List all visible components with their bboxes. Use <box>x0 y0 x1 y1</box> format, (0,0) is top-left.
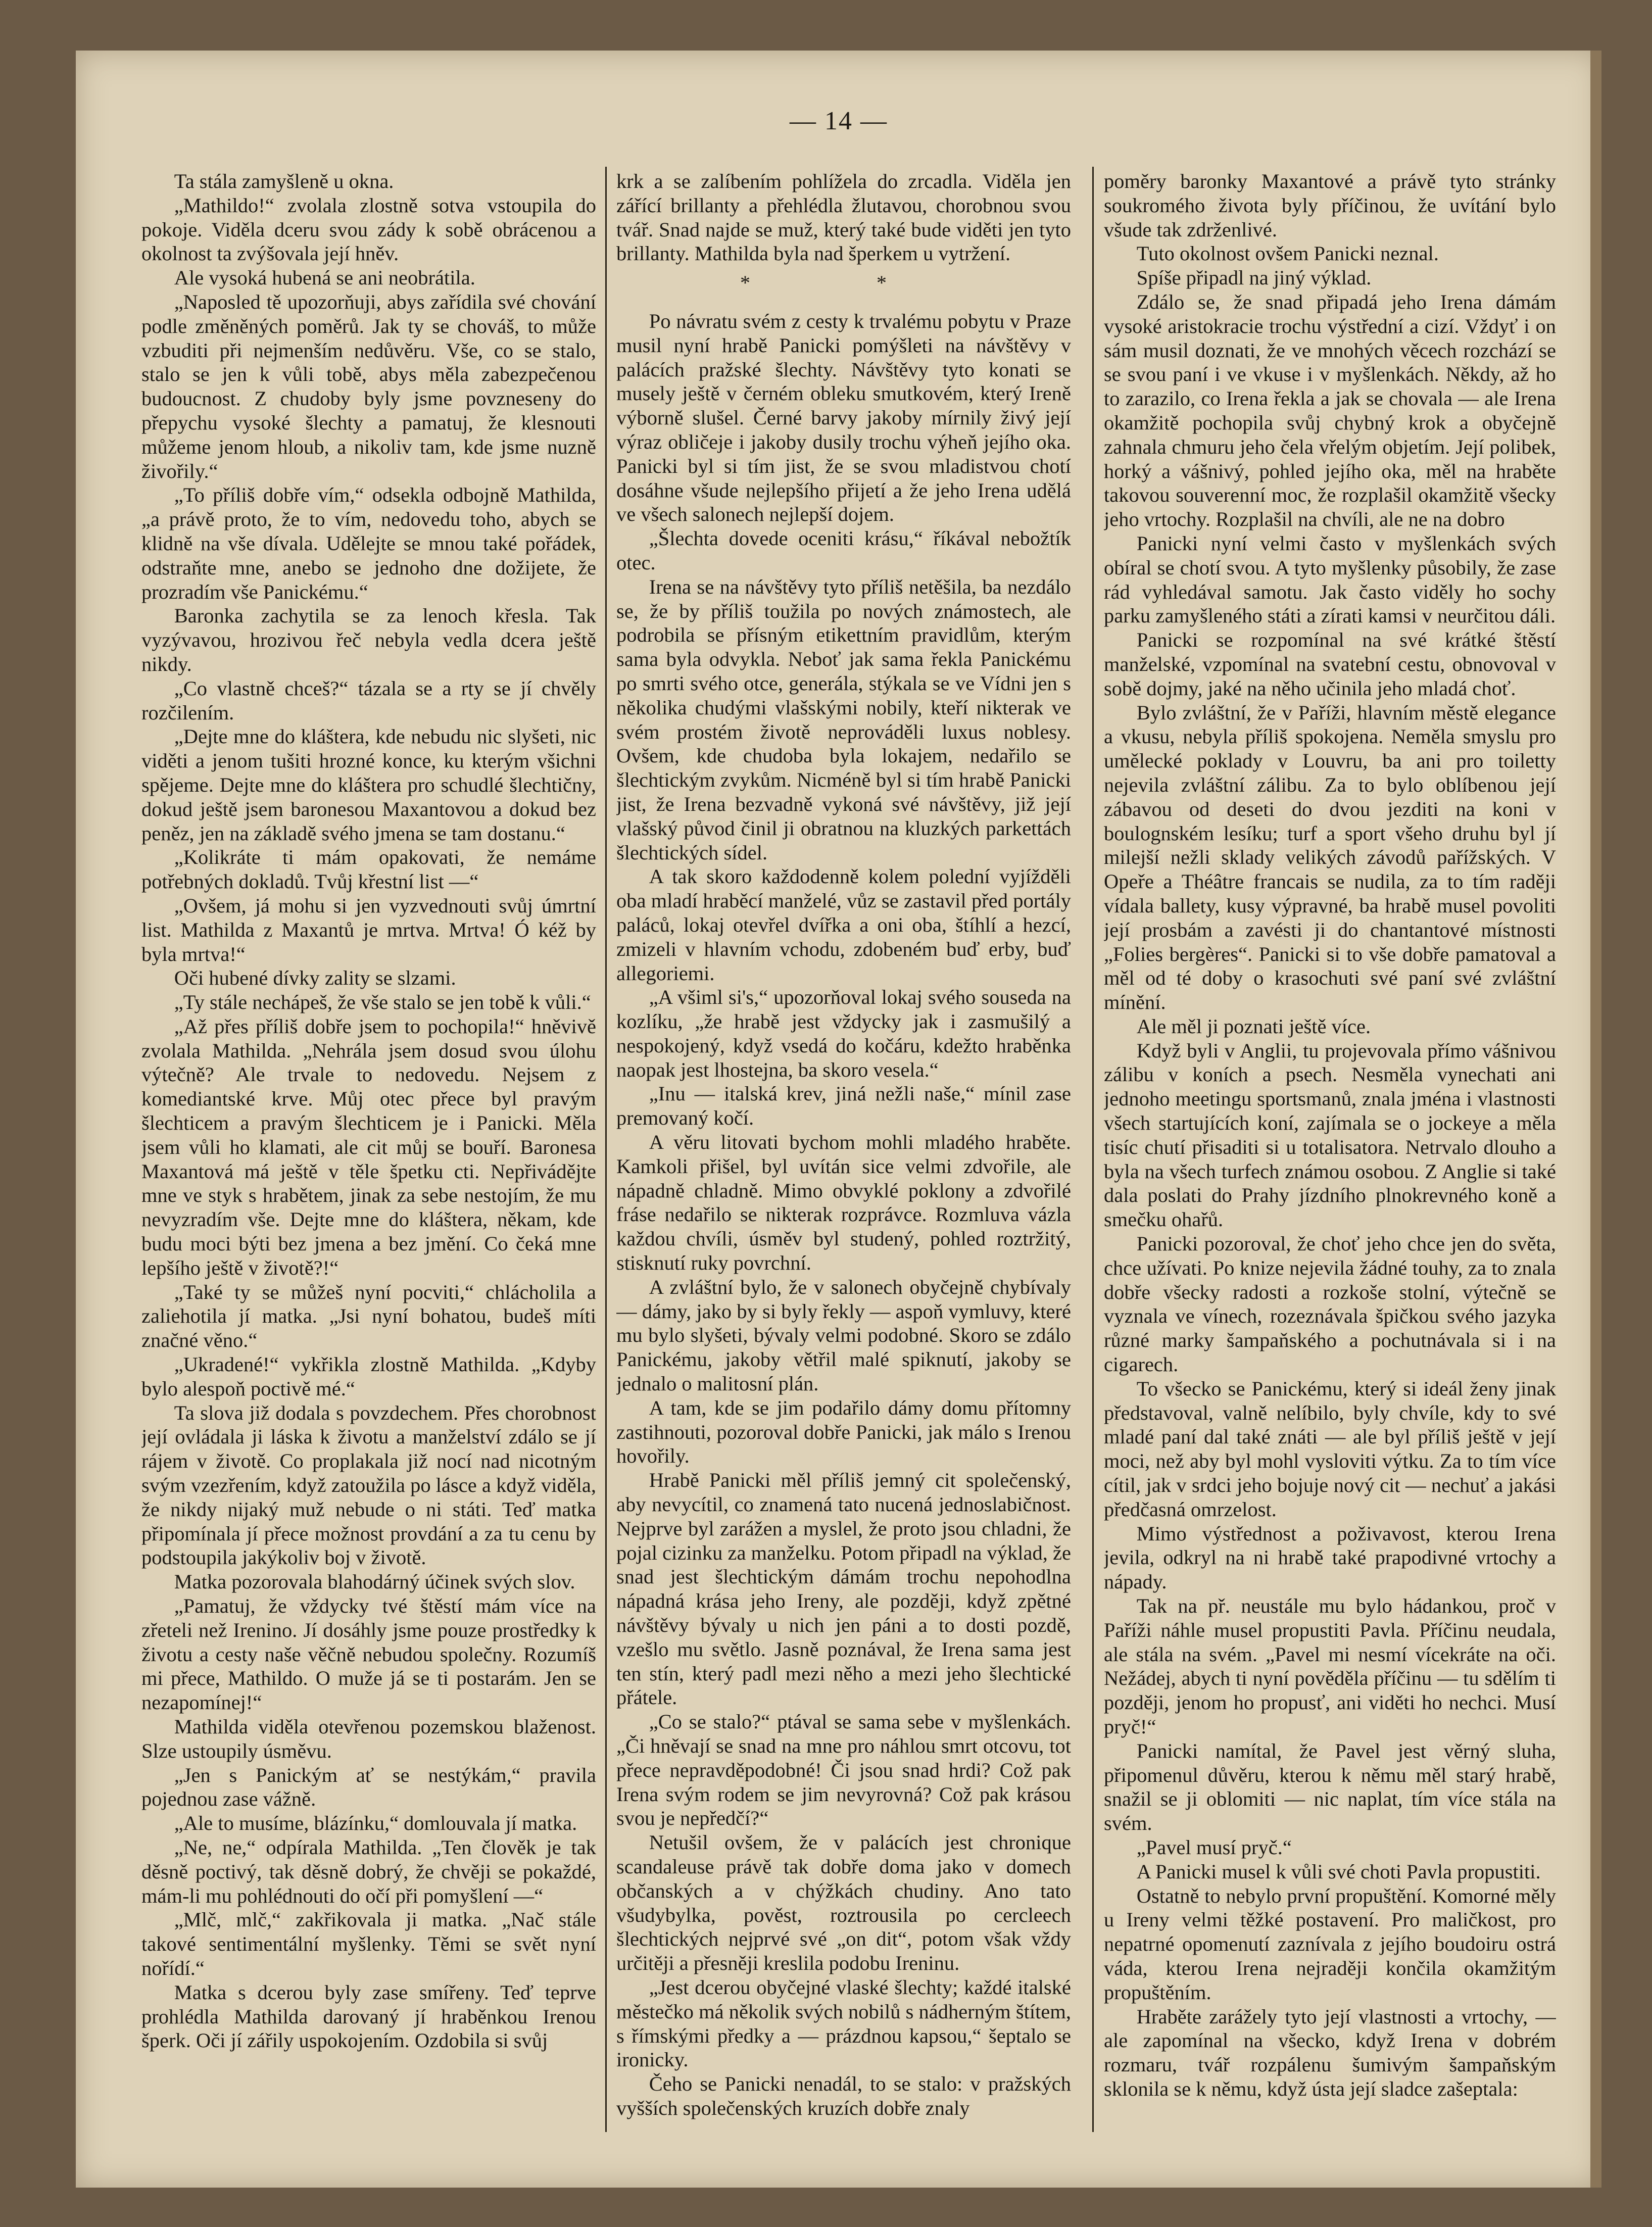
paragraph: „Šlechta dovede oceniti krásu,“ říkával nebožtík otec. <box>616 527 1071 574</box>
paragraph: „Co vlastně chceš?“ tázala se a rty se jí chvěly rozčilením. <box>141 676 596 724</box>
paragraph: poměry baronky Maxantové a právě tyto stránky soukromého života byly příčinou, že uvítání bylo všude tak zdrženlivé. <box>1104 170 1556 241</box>
paragraph: „Dejte mne do kláštera, kde nebudu nic slyšeti, nic viděti a jenom tušiti hrozné konce, ku kterým všichni spějeme. Dejte mne do kláštera pro schudlé šlechtičny, dokud ještě jsem baronesou Maxantovou a dokud bez peněz, jen na základě svého jmena se tam dostanu.“ <box>141 725 596 845</box>
paragraph: „Ne, ne,“ odpírala Mathilda. „Ten člověk je tak děsně poctivý, tak děsně dobrý, že chvěji se pokaždé, mám-li mu pohlédnouti do očí při pomyšlení —“ <box>141 1835 596 1907</box>
paragraph: Matka pozorovala blahodárný účinek svých slov. <box>174 1570 575 1593</box>
paragraph: Panicki namítal, že Pavel jest věrný sluha, připomenul důvěru, kterou k němu měl starý hrabě, snažil se ji oblomiti — nic naplat, tím více stála na svém. <box>1104 1739 1556 1835</box>
paragraph: Hrabě Panicki měl příliš jemný cit společenský, aby nevycítil, co znamená tato nucená jednoslabičnost. Nejprve byl zarážen a myslel, že proto jsou chladni, že pojal cizinku za manželku. Potom připadl na výklad, že snad jest šlechtickým dámám trochu nepohodlna nápadná krása jeho Ireny, ale později, když zpětné návštěvy bývaly u nich jen páni a to dosti pozdě, vzešlo mu světlo. Jasně poznával, že Irena sama jest ten stín, který padl mezi něho a mezi jeho šlechtické přátele. <box>616 1469 1071 1709</box>
text-column-3 <box>1104 169 1556 2140</box>
text-column-2 <box>616 169 1071 2140</box>
paragraph: Baronka zachytila se za lenoch křesla. Tak vyzývavou, hrozivou řeč nebyla vedla dcera ještě nikdy. <box>141 604 596 675</box>
paragraph: „Pavel musí pryč.“ <box>1136 1835 1292 1859</box>
paragraph: Po návratu svém z cesty k trvalému pobytu v Praze musil nyní hrabě Panicki pomýšleti na návštěvy v palácích pražské šlechty. Návštěvy tyto konati se musely ještě v černém obleku smutkovém, který Ireně výborně slušel. Černé barvy jakoby mírnily živý její výraz obličeje i jakoby dusily trochu výheň jejího oka. Panicki byl si tím jist, že se svou mladistvou chotí dosáhne všude nejlepšího přijetí a že jeho Irena udělá ve všech salonech nejlepší dojem. <box>616 309 1071 526</box>
paragraph: „Ty stále nechápeš, že vše stalo se jen tobě k vůli.“ <box>174 991 591 1014</box>
paragraph: A zvláštní bylo, že v salonech obyčejně chybívaly — dámy, jako by si byly řekly — aspoň vymluvy, které mu bylo slyšeti, bývaly velmi podobné. Skoro se zdálo Panickému, jakoby větřil malé spiknutí, jakoby se jednalo o malitosní plán. <box>616 1275 1071 1395</box>
paragraph: Spíše připadl na jiný výklad. <box>1136 266 1372 289</box>
column-rule <box>605 167 607 2132</box>
paragraph: Ale měl ji poznati ještě více. <box>1136 1014 1371 1038</box>
paragraph: Netušil ovšem, že v palácích jest chronique scandaleuse právě tak dobře doma jako v domech občanských a v chýžkách chudiny. Ano tato všudybylka, pověst, roztrousila po cercleech šlechtických nejprvé své „on dit“, potom však vždy určitěji a přesněji kreslila podobu Ireninu. <box>616 1831 1071 1975</box>
paragraph: A věru litovati bychom mohli mladého hraběte. Kamkoli přišel, byl uvítán sice velmi zdvořile, ale nápadně chladně. Mimo obvyklé poklony a zdvořilé fráse nedařilo se nikterak rozprávce. Rozmluva vázla každou chvíli, úsměv byl studený, pohled roztržitý, stisknutí ruky povrchní. <box>616 1131 1071 1275</box>
paragraph: krk a se zalíbením pohlížela do zrcadla. Viděla jen zářící brillanty a přehlédla žlutavou, chorobnou svou tvář. Snad najde se muž, který také bude viděti jen tyto brillanty. Mathilda byla nad šperkem u vytržení. <box>616 170 1071 265</box>
paragraph: Mathilda viděla otevřenou pozemskou blaženost. Slze ustoupily úsměvu. <box>141 1715 596 1762</box>
paragraph: „Ale to musíme, blázínku,“ domlouvala jí matka. <box>174 1812 577 1835</box>
newspaper-page <box>76 51 1601 2188</box>
paragraph: „Inu — italská krev, jiná nežli naše,“ mínil zase premovaný kočí. <box>616 1082 1071 1130</box>
paragraph: Ta stála zamyšleně u okna. <box>174 170 394 192</box>
paragraph: Když byli v Anglii, tu projevovala přímo vášnivou zálibu v koních a psech. Nesměla vynechati ani jednoho meetingu sportsmanů, znala jména i vlastnosti všech startujících koní, zajímala se o jockeye a měla tisíc chutí přisaditi si u totalisatora. Netrvalo dlouho a byla na všech turfech známou osobou. Z Anglie si také dala poslati do Prahy jízdního plnokrevného koně a smečku ohařů. <box>1104 1039 1556 1231</box>
paragraph: Panicki pozoroval, že choť jeho chce jen do světa, chce užívati. Po knize nejevila žádné touhy, za to znala dobře všecky radosti a rozkoše stolní, výtečně se vyznala ve vínech, rozeznávala špičkou svého jazyka různé marky šampaňského a pochutnávala si i na cigarech. <box>1104 1232 1556 1376</box>
paragraph: „Kolikráte ti mám opakovati, že nemáme potřebných dokladů. Tvůj křestní list —“ <box>141 846 596 893</box>
column-rule <box>1092 167 1094 2132</box>
paragraph: Mimo výstřednost a poživavost, kterou Irena jevila, odkryl na ni hrabě také prapodivné vrtochy a nápady. <box>1104 1522 1556 1593</box>
paragraph: Čeho se Panicki nenadál, to se stalo: v pražských vyšších společenských kruzích dobře znaly <box>616 2072 1071 2119</box>
paragraph: Panicki se rozpomínal na své krátké štěstí manželské, vzpomínal na svatební cestu, obnovoval v sobě dojmy, jaké na něho učinila jeho mladá choť. <box>1104 628 1556 700</box>
page-edge <box>1590 51 1601 2188</box>
paragraph: „Pamatuj, že vždycky tvé štěstí mám více na zřeteli než Irenino. Jí dosáhly jsme pouze prostředky k životu a cesty naše věčně nebudou společny. Rozumíš mi přece, Mathildo. O muže já se ti postarám. Jen se nezapomínej!“ <box>141 1594 596 1714</box>
paragraph: Bylo zvláštní, že v Paříži, hlavním městě elegance a vkusu, nebyla příliš spokojena. Neměla smyslu pro umělecké poklady v Louvru, ba ani pro toiletty nejevila zvláštní zálibu. Za to bylo oblíbenou její zábavou od deseti do dvou jezditi na koni v boulognském lesíku; turf a sport všeho druhu byl jí milejší nežli sklady velikých závodů pařížských. V Opeře a Théâtre francais se nudila, za to tím raději vídala ballety, kusy výpravné, ba hrabě musel povoliti její prosbám a zavésti ji do chantantové místnosti „Folies bergères“. Panicki si to vše dobře pamatoval a měl od té doby o krasochuti své paní své zvláštní mínění. <box>1104 701 1556 1014</box>
paragraph: „Až přes příliš dobře jsem to pochopila!“ hněvivě zvolala Mathilda. „Nehrála jsem dosud svou úlohu výtečně? Ale trvale to nedovedu. Nejsem z komediantské krve. Můj otec přece byl pravým šlechticem a pravým šlechticem je i Panicki. Měla jsem vůli ho klamati, ale cit můj se bouří. Baronesa Maxantová má ještě v těle špetku cti. Nepřivádějte mne ve styk s hrabětem, jinak za sebe nestojím, že mu nevyzradím vše. Dejte mne do kláštera, někam, kde budu moci býti bez jmena a bez jmění. Co čeká mne lepšího ještě v životě?!“ <box>141 1014 596 1279</box>
paragraph: A Panicki musel k vůli své choti Pavla propustiti. <box>1136 1860 1541 1883</box>
paragraph: „Mlč, mlč,“ zakřikovala ji matka. „Nač stále takové sentimentální myšlenky. Těmi se svět nyní nořídí.“ <box>141 1908 596 1979</box>
paragraph: „A všiml si's,“ upozorňoval lokaj svého souseda na kozlíku, „že hrabě jest vždycky jak i zasmušilý a nespokojený, když vsedá do kočáru, kdežto hraběnka naopak jest lhostejna, ba skoro vesela.“ <box>616 986 1071 1081</box>
paragraph: To všecko se Panickému, který si ideál ženy jinak představoval, valně nelíbilo, byly chvíle, kdy to své mladé paní dal také znáti — ale byl příliš ještě v její moci, než aby byl mohl vysloviti výtku. Za to tím více cítil, jak v srdci jeho bojuje nový cit — nechuť a jakási předčasná omrzelost. <box>1104 1377 1556 1521</box>
section-separator: * * <box>740 271 947 295</box>
paragraph: Oči hubené dívky zality se slzami. <box>174 966 456 990</box>
paragraph: Tak na př. neustále mu bylo hádankou, proč v Paříži náhle musel propustiti Pavla. Příčinu neudala, ale stála na svém. „Pavel mi nesmí vícekráte na oči. Nežádej, abych ti nyní pověděla příčinu — tu sdělím ti později, jenom ho propusť, ani viděti ho nechci. Musí pryč!“ <box>1104 1594 1556 1738</box>
page-number: — 14 — <box>790 107 888 135</box>
paragraph: „Co se stalo?“ ptával se sama sebe v myšlenkách. „Či hněvají se snad na mne pro náhlou smrt otcovu, tot přece nepravděpodobné! Či jsou snad hrdi? Což pak Irena svým rodem se jim nevyrovná? Což pak krásou svou je nepředčí?“ <box>616 1710 1071 1830</box>
paragraph: Ta slova již dodala s povzdechem. Přes chorobnost její ovládala ji láska k životu a manželství zdálo se jí rájem v životě. Co proplakala již nocí nad nicotným svým vzezřením, když zatoužila po lásce a když viděla, že nikdy nijaký muž nebude o ni státi. Teď matka připomínala jí přece možnost provdání a za tu cenu by podstoupila jakýkoliv boj v životě. <box>141 1401 596 1569</box>
paragraph: „Naposled tě upozorňuji, abys zařídila své chování podle změněných poměrů. Jak ty se chováš, to může vzbuditi při nejmenším nedůvěru. Vše, co se stalo, stalo se jen k vůli tobě, abys měla zabezpečenou budoucnost. Z chudoby byly jsme povzneseny do přepychu vysoké šlechty a pamatuj, že klesnouti můžeme jenom hloub, a nikoliv tam, kde jsme nuzně živořily.“ <box>141 290 596 482</box>
paragraph: Zdálo se, že snad připadá jeho Irena dámám vysoké aristokracie trochu výstřední a cizí. Vždyť i on sám musil doznati, že ve mnohých věcech rozchází se se svou paní i ve vkuse i v myšlenkách. Někdy, až ho to zarazilo, co Irena řekla a jak se chovala — ale Irena okamžitě pochopila svůj chybný krok a obyčejně zahnala chmuru jeho čela vřelým objetím. Její polibek, horký a vášnivý, pohled jejího oka, měl na hraběte takovou souverenní moc, že rozplašil okamžitě všecky jeho vrtochy. Rozplašil na chvíli, ale ne na dobro <box>1104 290 1556 531</box>
paragraph: Hraběte zarážely tyto její vlastnosti a vrtochy, — ale zapomínal na všecko, když Irena v dobrém rozmaru, tvář rozpálenu šumivým šampaňským sklonila se k němu, když ústa její sladce zašeptala: <box>1104 2005 1556 2100</box>
paragraph: „To příliš dobře vím,“ odsekla odbojně Mathilda, „a právě proto, že to vím, nedovedu toho, abych se klidně na vše dívala. Udělejte se mnou také pořádek, odstraňte mne, anebo se jednoho dne dožijete, že prozradím vše Panickému.“ <box>141 483 596 603</box>
paragraph: Ostatně to nebylo první propuštění. Komorné měly u Ireny velmi těžké postavení. Pro maličkost, pro nepatrné opomenutí zaznívala z jejího boudoiru ostrá váda, kterou Irena nejraději končila okamžitým propuštěním. <box>1104 1884 1556 2004</box>
paragraph: Ale vysoká hubená se ani neobrátila. <box>174 266 475 289</box>
text-column-1 <box>141 169 596 2140</box>
paragraph: Tuto okolnost ovšem Panicki neznal. <box>1136 242 1439 265</box>
paragraph: Matka s dcerou byly zase smířeny. Teď teprve prohlédla Mathilda darovaný jí hraběnkou Irenou šperk. Oči jí zářily uspokojením. Ozdobila si svůj <box>141 1980 596 2052</box>
paragraph: „Ukradené!“ vykřikla zlostně Mathilda. „Kdyby bylo alespoň poctivě mé.“ <box>141 1353 596 1400</box>
paragraph: „Také ty se můžeš nyní pocviti,“ chlácholila a zaliehotila jí matka. „Jsi nyní bohatou, budeš míti značné věno.“ <box>141 1280 596 1352</box>
paragraph: „Mathildo!“ zvolala zlostně sotva vstoupila do pokoje. Viděla dceru svou zády k sobě obrácenou a okolnost ta zvýšovala její hněv. <box>141 193 596 265</box>
paragraph: A tak skoro každodenně kolem polední vyjížděli oba mladí hraběcí manželé, vůz se zastavil před portály paláců, lokaj otevřel dvířka a oni oba, štíhlí a hezcí, zmizeli v hlavním vchodu, zdobeném buď erby, buď allegoriemi. <box>616 865 1071 985</box>
paragraph: Irena se na návštěvy tyto příliš netěšila, ba nezdálo se, že by příliš toužila po nových známostech, ale podrobila se přísným etikettním pravidlům, kterým sama byla odvykla. Neboť jak sama řekla Panickému po smrti svého otce, generála, stýkala se ve Vídni jen s několika chudými vlašskými nobily, kteří nikterak ve svém prostém životě neprováděli luxus noblesy. Ovšem, kde chudoba byla lokajem, nedařilo se šlechtickým zvykům. Nicméně byl si tím hrabě Panicki jist, že Irena bezvadně vykoná své návštěvy, již její vlašský původ činil ji obratnou na kluzkých parkettách šlechtických sídel. <box>616 575 1071 864</box>
paragraph: „Ovšem, já mohu si jen vyzvednouti svůj úmrtní list. Mathilda z Maxantů je mrtva. Mrtva! Ó kéž by byla mrtva!“ <box>141 894 596 965</box>
paragraph: A tam, kde se jim podařilo dámy domu přítomny zastihnouti, pozoroval dobře Panicki, jak málo s Irenou hovořily. <box>616 1396 1071 1468</box>
paragraph: „Jen s Panickým ať se nestýkám,“ pravila pojednou zase vážně. <box>141 1763 596 1811</box>
paragraph: Panicki nyní velmi často v myšlenkách svých obíral se chotí svou. A tyto myšlenky působily, že zase rád vyhledával samotu. Jak často viděly ho sochy parku zamyšleného státi a zírati kamsi v neurčitou dáli. <box>1104 531 1556 627</box>
paragraph: „Jest dcerou obyčejné vlaské šlechty; každé italské městečko má několik svých nobilů s nádherným štítem, s římskými předky a — prázdnou kapsou,“ šeptalo se ironicky. <box>616 1975 1071 2071</box>
